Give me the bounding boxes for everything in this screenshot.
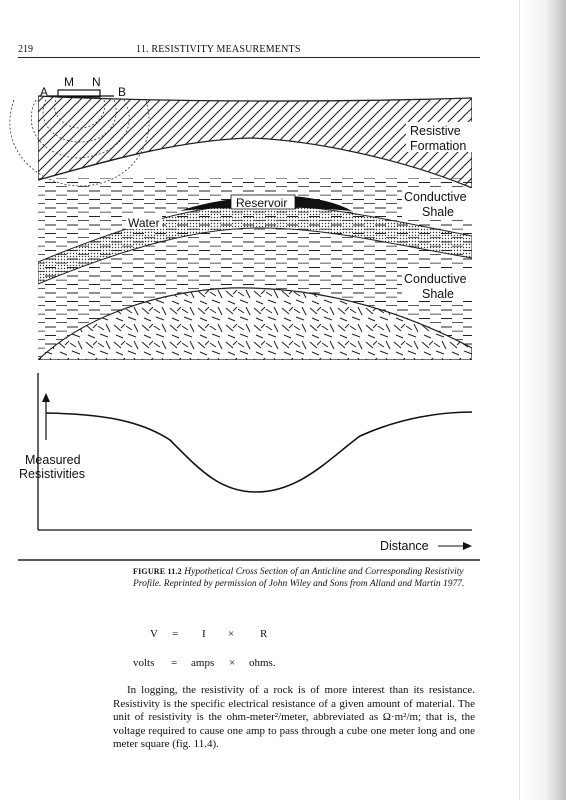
x-axis-arrow-icon — [463, 542, 472, 550]
eq-equals: = — [172, 628, 179, 640]
caption-text: Hypothetical Cross Section of an Anticline and Corresponding Resistivity Profile. Reprinted by permission of John Wiley and Sons from Alland and Martin 1977. — [133, 567, 465, 589]
conductive-shale-label-1: Conductive — [404, 190, 467, 204]
water-label: Water — [128, 216, 160, 230]
y-axis-label-2: Resistivities — [19, 467, 85, 481]
eq-volts: volts — [133, 657, 155, 669]
eq-i: I — [202, 628, 206, 640]
page-binding-line — [519, 0, 520, 800]
eq-units-equals: = — [171, 657, 178, 669]
electrode-m-label: M — [64, 75, 74, 89]
chapter-title: 11. RESISTIVITY MEASUREMENTS — [136, 44, 301, 55]
resistive-label-1: Resistive — [410, 124, 461, 138]
eq-units-times: × — [229, 657, 236, 669]
resistivity-profile-graph — [19, 373, 472, 553]
conductive-shale-label-2: Conductive — [404, 272, 467, 286]
page-number: 219 — [18, 44, 33, 55]
reservoir-label: Reservoir — [236, 196, 288, 210]
eq-r: R — [260, 628, 268, 640]
anticline-figure — [0, 58, 490, 563]
running-head — [18, 42, 478, 58]
electrode-n-label: N — [92, 75, 101, 89]
eq-times: × — [228, 628, 235, 640]
eq-ohms: ohms. — [249, 657, 276, 669]
figure-caption — [133, 566, 475, 590]
caption-label: FIGURE 11.2 — [133, 567, 182, 576]
body-paragraph: In logging, the resistivity of a rock is of more interest than its resistance. Resistivity is the specific electrical resistance of a given amount of material. The unit of resistivity is the ohm-meter²/meter, abbreviated as Ω·m²/m; that is, the voltage required to cause one amp to pass through a cube one meter long and one meter square (fig. 11.4). — [113, 684, 475, 751]
resistivity-curve — [46, 412, 472, 492]
y-axis-label-1: Measured — [25, 453, 81, 467]
body-text — [113, 684, 475, 752]
electrode-a-label: A — [40, 85, 49, 99]
page-binding-edge — [518, 0, 566, 800]
y-axis-arrow-icon — [42, 393, 50, 402]
resistive-label-2: Formation — [410, 139, 467, 153]
eq-v: V — [150, 628, 158, 640]
shale-label-2: Shale — [422, 287, 454, 301]
electrode-b-label: B — [118, 85, 127, 99]
x-axis-label: Distance — [380, 539, 429, 553]
shale-label-1: Shale — [422, 205, 454, 219]
eq-amps: amps — [191, 657, 215, 669]
